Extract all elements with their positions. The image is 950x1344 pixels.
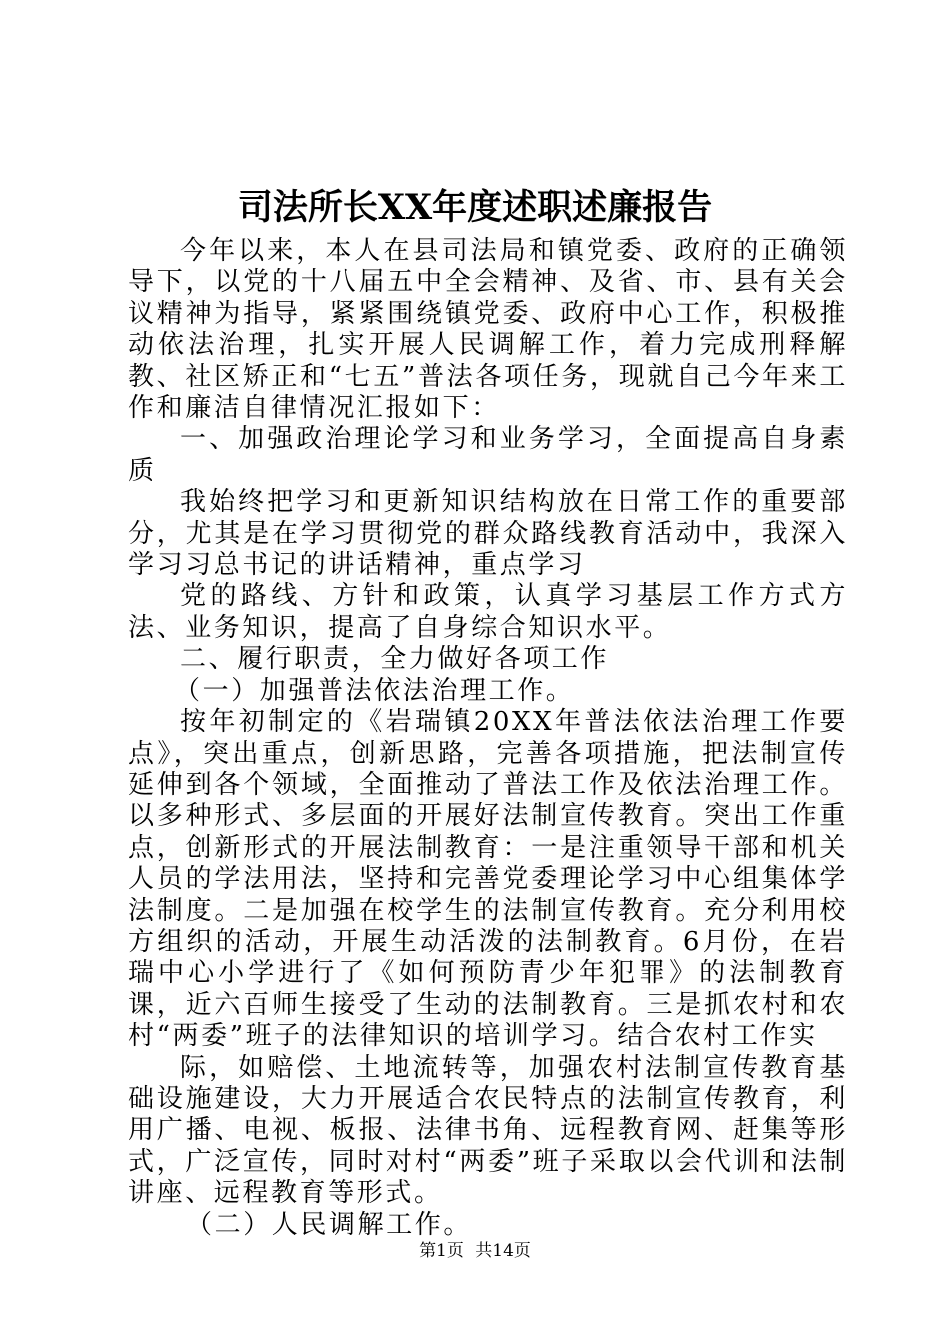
paragraph-study: 我始终把学习和更新知识结构放在日常工作的重要部分，尤其是在学习贯彻党的群众路线教育活动中，我深入学习习总书记的讲话精神，重点学习: [128, 487, 848, 581]
page-number: 第1页: [419, 1241, 464, 1261]
subsection-heading-1: （一）加强普法依法治理工作。: [174, 675, 575, 706]
subsection-heading-2: （二）人民调解工作。: [186, 1209, 473, 1240]
paragraph-legal-education: 按年初制定的《岩瑞镇20XX年普法依法治理工作要点》，突出重点，创新思路，完善各项措施，把法制宣传延伸到各个领域，全面推动了普法工作及依法治理工作。以多种形式、多层面的开展好法制宣传教育。突出工作重点，创新形式的开展法制教育：一是注重领导干部和机关人员的学法用法，坚持和完善党委理论学习中心组集体学法制度。二是加强在校学生的法制宣传教育。充分利用校方组织的活动，开展生动活泼的法制教育。6月份，在岩瑞中心小学进行了《如何预防青少年犯罪》的法制教育课，近六百师生接受了生动的法制教育。三是抓农村和农村“两委”班子的法律知识的培训学习。结合农村工作实: [128, 707, 848, 1052]
page-total: 共14页: [475, 1241, 531, 1261]
paragraph-legal-education-continued: 际，如赔偿、土地流转等，加强农村法制宣传教育基础设施建设，大力开展适合农民特点的法制宣传教育，利用广播、电视、板报、法律书角、远程教育网、赶集等形式，广泛宣传，同时对村“两委”班子采取以会代训和法制讲座、远程教育等形式。: [128, 1052, 848, 1209]
page-footer: [0, 1239, 950, 1263]
section-heading-1: 一、加强政治理论学习和业务学习，全面提高自身素质: [128, 424, 848, 486]
paragraph-study-continued: 党的路线、方针和政策，认真学习基层工作方式方法、业务知识，提高了自身综合知识水平。: [128, 581, 848, 643]
document-body: [128, 236, 848, 1241]
paragraph-intro: 今年以来，本人在县司法局和镇党委、政府的正确领导下，以党的十八届五中全会精神、及省、市、县有关会议精神为指导，紧紧围绕镇党委、政府中心工作，积极推动依法治理，扎实开展人民调解工作，着力完成刑释解教、社区矫正和“七五”普法各项任务，现就自己今年来工作和廉洁自律情况汇报如下：: [128, 236, 848, 424]
section-heading-2: 二、履行职责，全力做好各项工作: [180, 644, 610, 675]
document-title: 司法所长XX年度述职述廉报告: [237, 187, 713, 228]
